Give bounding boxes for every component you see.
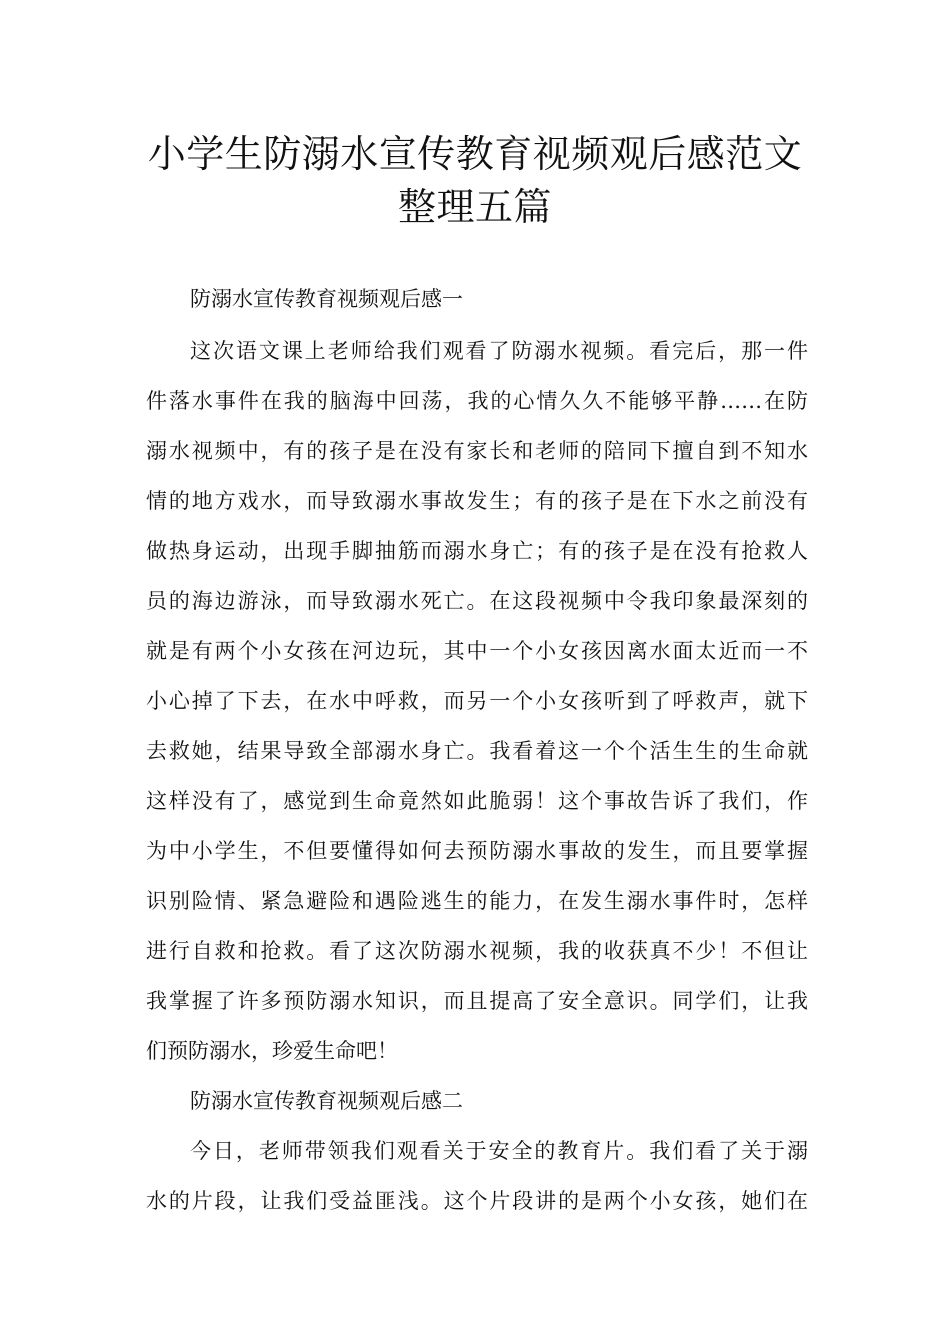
section-1-paragraph-line: 员的海边游泳，而导致溺水死亡。在这段视频中令我印象最深刻的 [146, 589, 808, 613]
section-1-heading: 防溺水宣传教育视频观后感一 [190, 287, 463, 311]
section-1-paragraph-line: 溺水视频中，有的孩子是在没有家长和老师的陪同下擅自到不知水 [146, 439, 808, 463]
section-2-paragraph-line: 水的片段，让我们受益匪浅。这个片段讲的是两个小女孩，她们在 [146, 1189, 808, 1213]
section-2-paragraph-line: 今日，老师带领我们观看关于安全的教育片。我们看了关于溺 [190, 1139, 808, 1163]
section-1-paragraph-line: 情的地方戏水，而导致溺水事故发生；有的孩子是在下水之前没有 [146, 489, 808, 513]
section-1-paragraph-line: 这次语文课上老师给我们观看了防溺水视频。看完后，那一件 [190, 339, 808, 363]
section-1-paragraph-line: 这样没有了，感觉到生命竟然如此脆弱！这个事故告诉了我们，作 [146, 789, 808, 813]
section-1-paragraph-line: 就是有两个小女孩在河边玩，其中一个小女孩因离水面太近而一不 [146, 639, 808, 663]
section-1-paragraph-line: 做热身运动，出现手脚抽筋而溺水身亡；有的孩子是在没有抢救人 [146, 539, 808, 563]
section-1-paragraph-line: 小心掉了下去，在水中呼救，而另一个小女孩听到了呼救声，就下 [146, 689, 808, 713]
section-1-paragraph-line: 为中小学生，不但要懂得如何去预防溺水事故的发生，而且要掌握 [146, 839, 808, 863]
section-1-paragraph-line: 去救她，结果导致全部溺水身亡。我看着这一个个活生生的生命就 [146, 739, 808, 763]
document-title-line-1: 小学生防溺水宣传教育视频观后感范文 [147, 132, 803, 176]
section-1-paragraph-line: 们预防溺水，珍爱生命吧！ [146, 1039, 398, 1063]
section-1-paragraph-line: 进行自救和抢救。看了这次防溺水视频，我的收获真不少！不但让 [146, 939, 808, 963]
section-2-heading: 防溺水宣传教育视频观后感二 [190, 1089, 463, 1113]
section-1-paragraph-line: 识别险情、紧急避险和遇险逃生的能力，在发生溺水事件时，怎样 [146, 889, 808, 913]
section-1-paragraph-line: 我掌握了许多预防溺水知识，而且提高了安全意识。同学们，让我 [146, 989, 808, 1013]
section-1-paragraph-line: 件落水事件在我的脑海中回荡，我的心情久久不能够平静……在防 [146, 389, 808, 413]
document-title-line-2: 整理五篇 [397, 185, 552, 229]
